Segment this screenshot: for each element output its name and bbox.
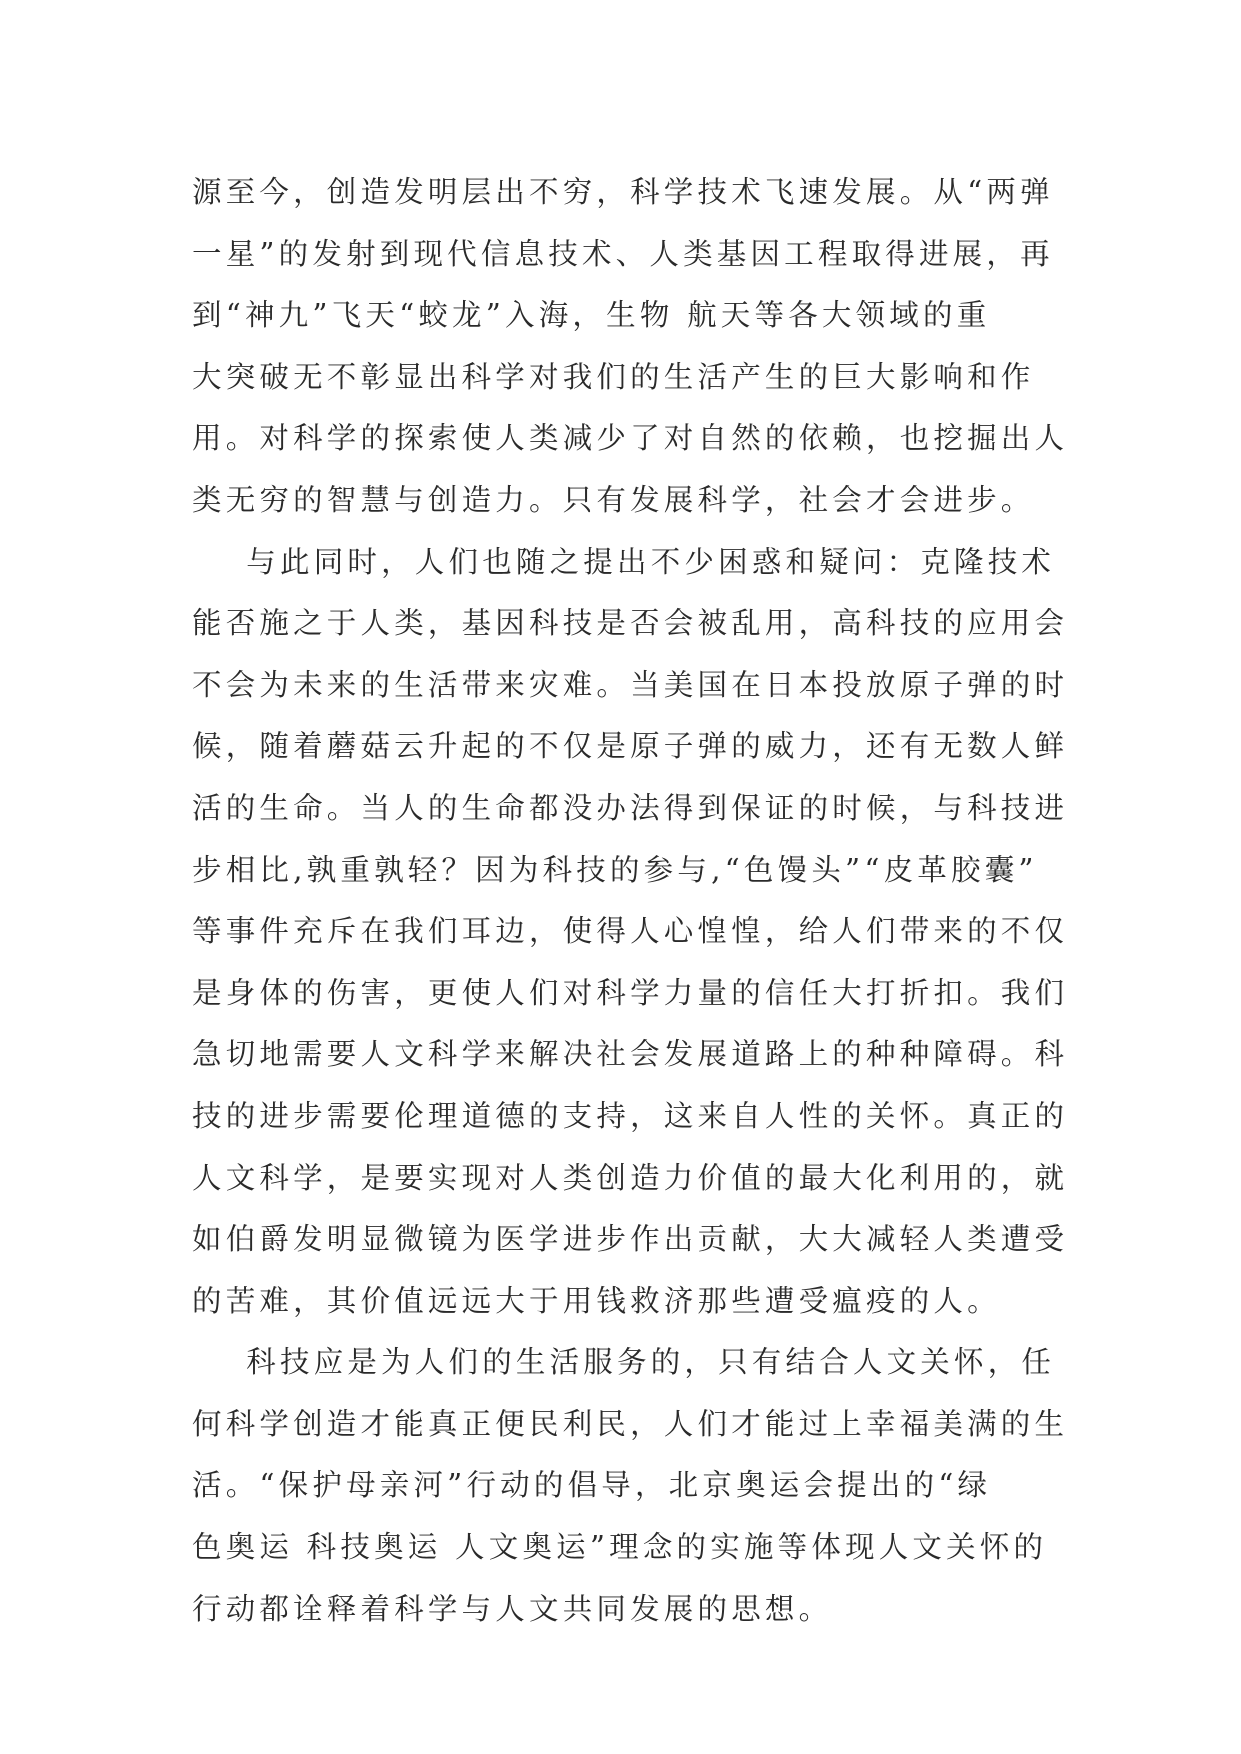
text-line: 活。“保护母亲河”行动的倡导，北京奥运会提出的“绿 xyxy=(192,1468,992,1503)
essay-body xyxy=(192,162,1072,1640)
text-line: 大突破无不彰显出科学对我们的生活产生的巨大影响和作 xyxy=(192,359,1035,394)
text-line: 不会为未来的生活带来灾难。当美国在日本投放原子弹的时 xyxy=(192,667,1069,702)
text-line: 何科学创造才能真正便民利民，人们才能过上幸福美满的生 xyxy=(192,1406,1069,1441)
text-line: 一星”的发射到现代信息技术、人类基因工程取得进展，再 xyxy=(192,236,1054,271)
text-line: 候，随着蘑菇云升起的不仅是原子弹的威力，还有无数人鲜 xyxy=(192,729,1069,764)
text-line: 类无穷的智慧与创造力。只有发展科学，社会才会进步。 xyxy=(192,482,1035,517)
text-line: 行动都诠释着科学与人文共同发展的思想。 xyxy=(192,1591,833,1626)
text-line: 如伯爵发明显微镜为医学进步作出贡献，大大减轻人类遭受 xyxy=(192,1222,1069,1257)
text-line: 等事件充斥在我们耳边，使得人心惶惶，给人们带来的不仅 xyxy=(192,914,1069,949)
text-line: 技的进步需要伦理道德的支持，这来自人性的关怀。真正的 xyxy=(192,1098,1069,1133)
text-line: 到“神九”飞天“蛟龙”入海，生物 航天等各大领域的重 xyxy=(192,298,991,333)
text-line: 能否施之于人类，基因科技是否会被乱用，高科技的应用会 xyxy=(192,606,1069,641)
text-line: 源至今，创造发明层出不穷，科学技术飞速发展。从“两弹 xyxy=(192,175,1054,209)
text-line: 急切地需要人文科学来解决社会发展道路上的种种障碍。科 xyxy=(192,1037,1069,1072)
text-line: 是身体的伤害，更使人们对科学力量的信任大打折扣。我们 xyxy=(192,975,1069,1010)
text-line: 人文科学，是要实现对人类创造力价值的最大化利用的，就 xyxy=(192,1160,1069,1195)
text-line: 的苦难，其价值远远大于用钱救济那些遭受瘟疫的人。 xyxy=(192,1283,1001,1318)
text-line: 步相比,孰重孰轻？因为科技的参与,“色馒头”“皮革胶囊” xyxy=(192,852,1038,887)
text-line: 色奥运 科技奥运 人文奥运”理念的实施等体现人文关怀的 xyxy=(192,1530,1048,1565)
text-line: 用。对科学的探索使人类减少了对自然的依赖，也挖掘出人 xyxy=(192,421,1069,456)
text-line: 与此同时，人们也随之提出不少困惑和疑问：克隆技术 xyxy=(192,544,1056,579)
text-line: 活的生命。当人的生命都没办法得到保证的时候，与科技进 xyxy=(192,790,1069,825)
text-line: 科技应是为人们的生活服务的，只有结合人文关怀，任 xyxy=(192,1345,1056,1380)
